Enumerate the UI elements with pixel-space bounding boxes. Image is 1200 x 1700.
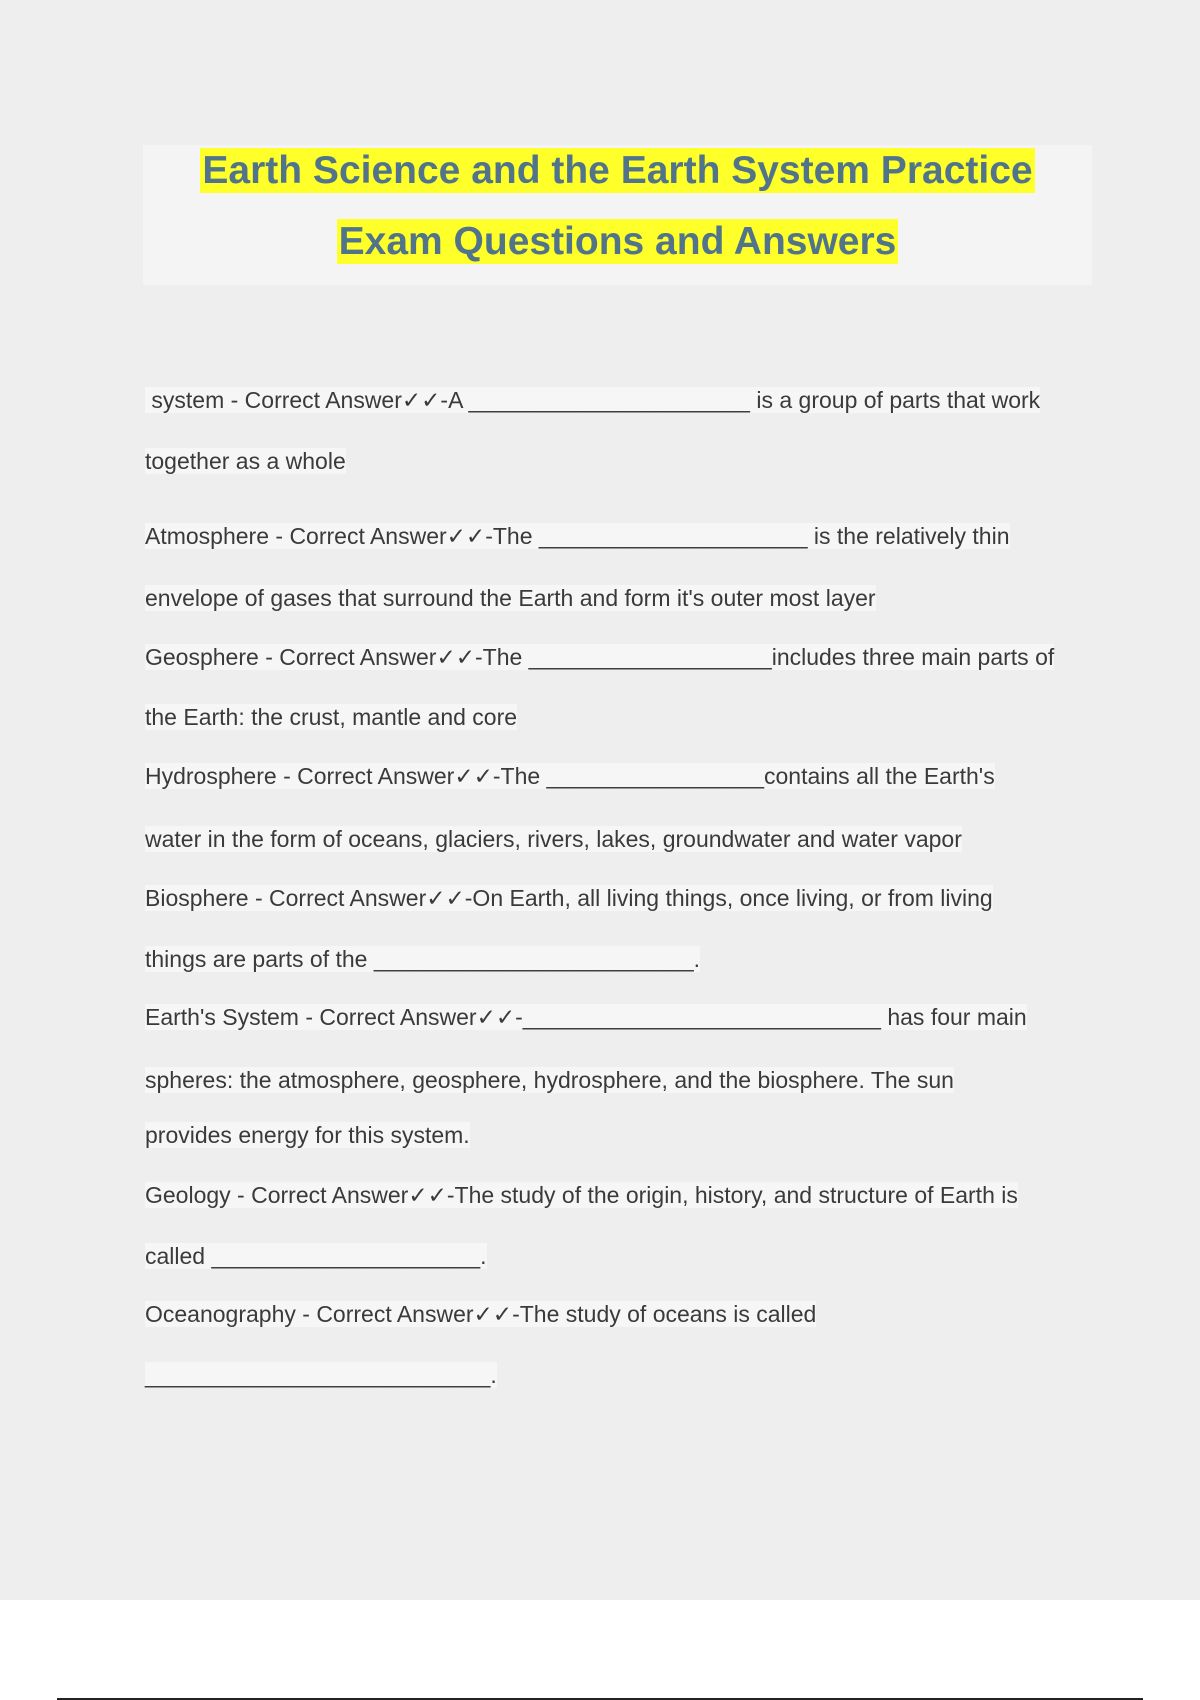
title-banner [143, 145, 1092, 285]
question-line: Earth's System - Correct Answer✓✓-____________________________ has four main [145, 1004, 1027, 1030]
question-line: together as a whole [145, 448, 346, 474]
question-line: Hydrosphere - Correct Answer✓✓-The _________________contains all the Earth's [145, 763, 995, 789]
question-line: things are parts of the _________________________. [145, 946, 701, 972]
question-line: Biosphere - Correct Answer✓✓-On Earth, all living things, once living, or from living [145, 885, 993, 911]
question-line: ___________________________. [145, 1362, 497, 1388]
question-line: Atmosphere - Correct Answer✓✓-The _____________________ is the relatively thin [145, 523, 1010, 549]
question-line: water in the form of oceans, glaciers, rivers, lakes, groundwater and water vapor [145, 826, 962, 852]
page-title-line-1: Earth Science and the Earth System Practice [202, 149, 1033, 192]
question-line: spheres: the atmosphere, geosphere, hydrosphere, and the biosphere. The sun [145, 1067, 954, 1093]
question-line: system - Correct Answer✓✓-A ______________________ is a group of parts that work [145, 387, 1041, 413]
question-line: Geosphere - Correct Answer✓✓-The ___________________includes three main parts of [145, 644, 1055, 670]
page-title-line-2: Exam Questions and Answers [338, 220, 897, 263]
question-line: Geology - Correct Answer✓✓-The study of the origin, history, and structure of Earth is [145, 1182, 1018, 1208]
question-line: envelope of gases that surround the Earth and form it's outer most layer [145, 585, 876, 611]
question-line: the Earth: the crust, mantle and core [145, 704, 518, 730]
question-line: provides energy for this system. [145, 1122, 470, 1148]
question-line: called _____________________. [145, 1243, 487, 1269]
question-line: Oceanography - Correct Answer✓✓-The study of oceans is called [145, 1301, 817, 1327]
